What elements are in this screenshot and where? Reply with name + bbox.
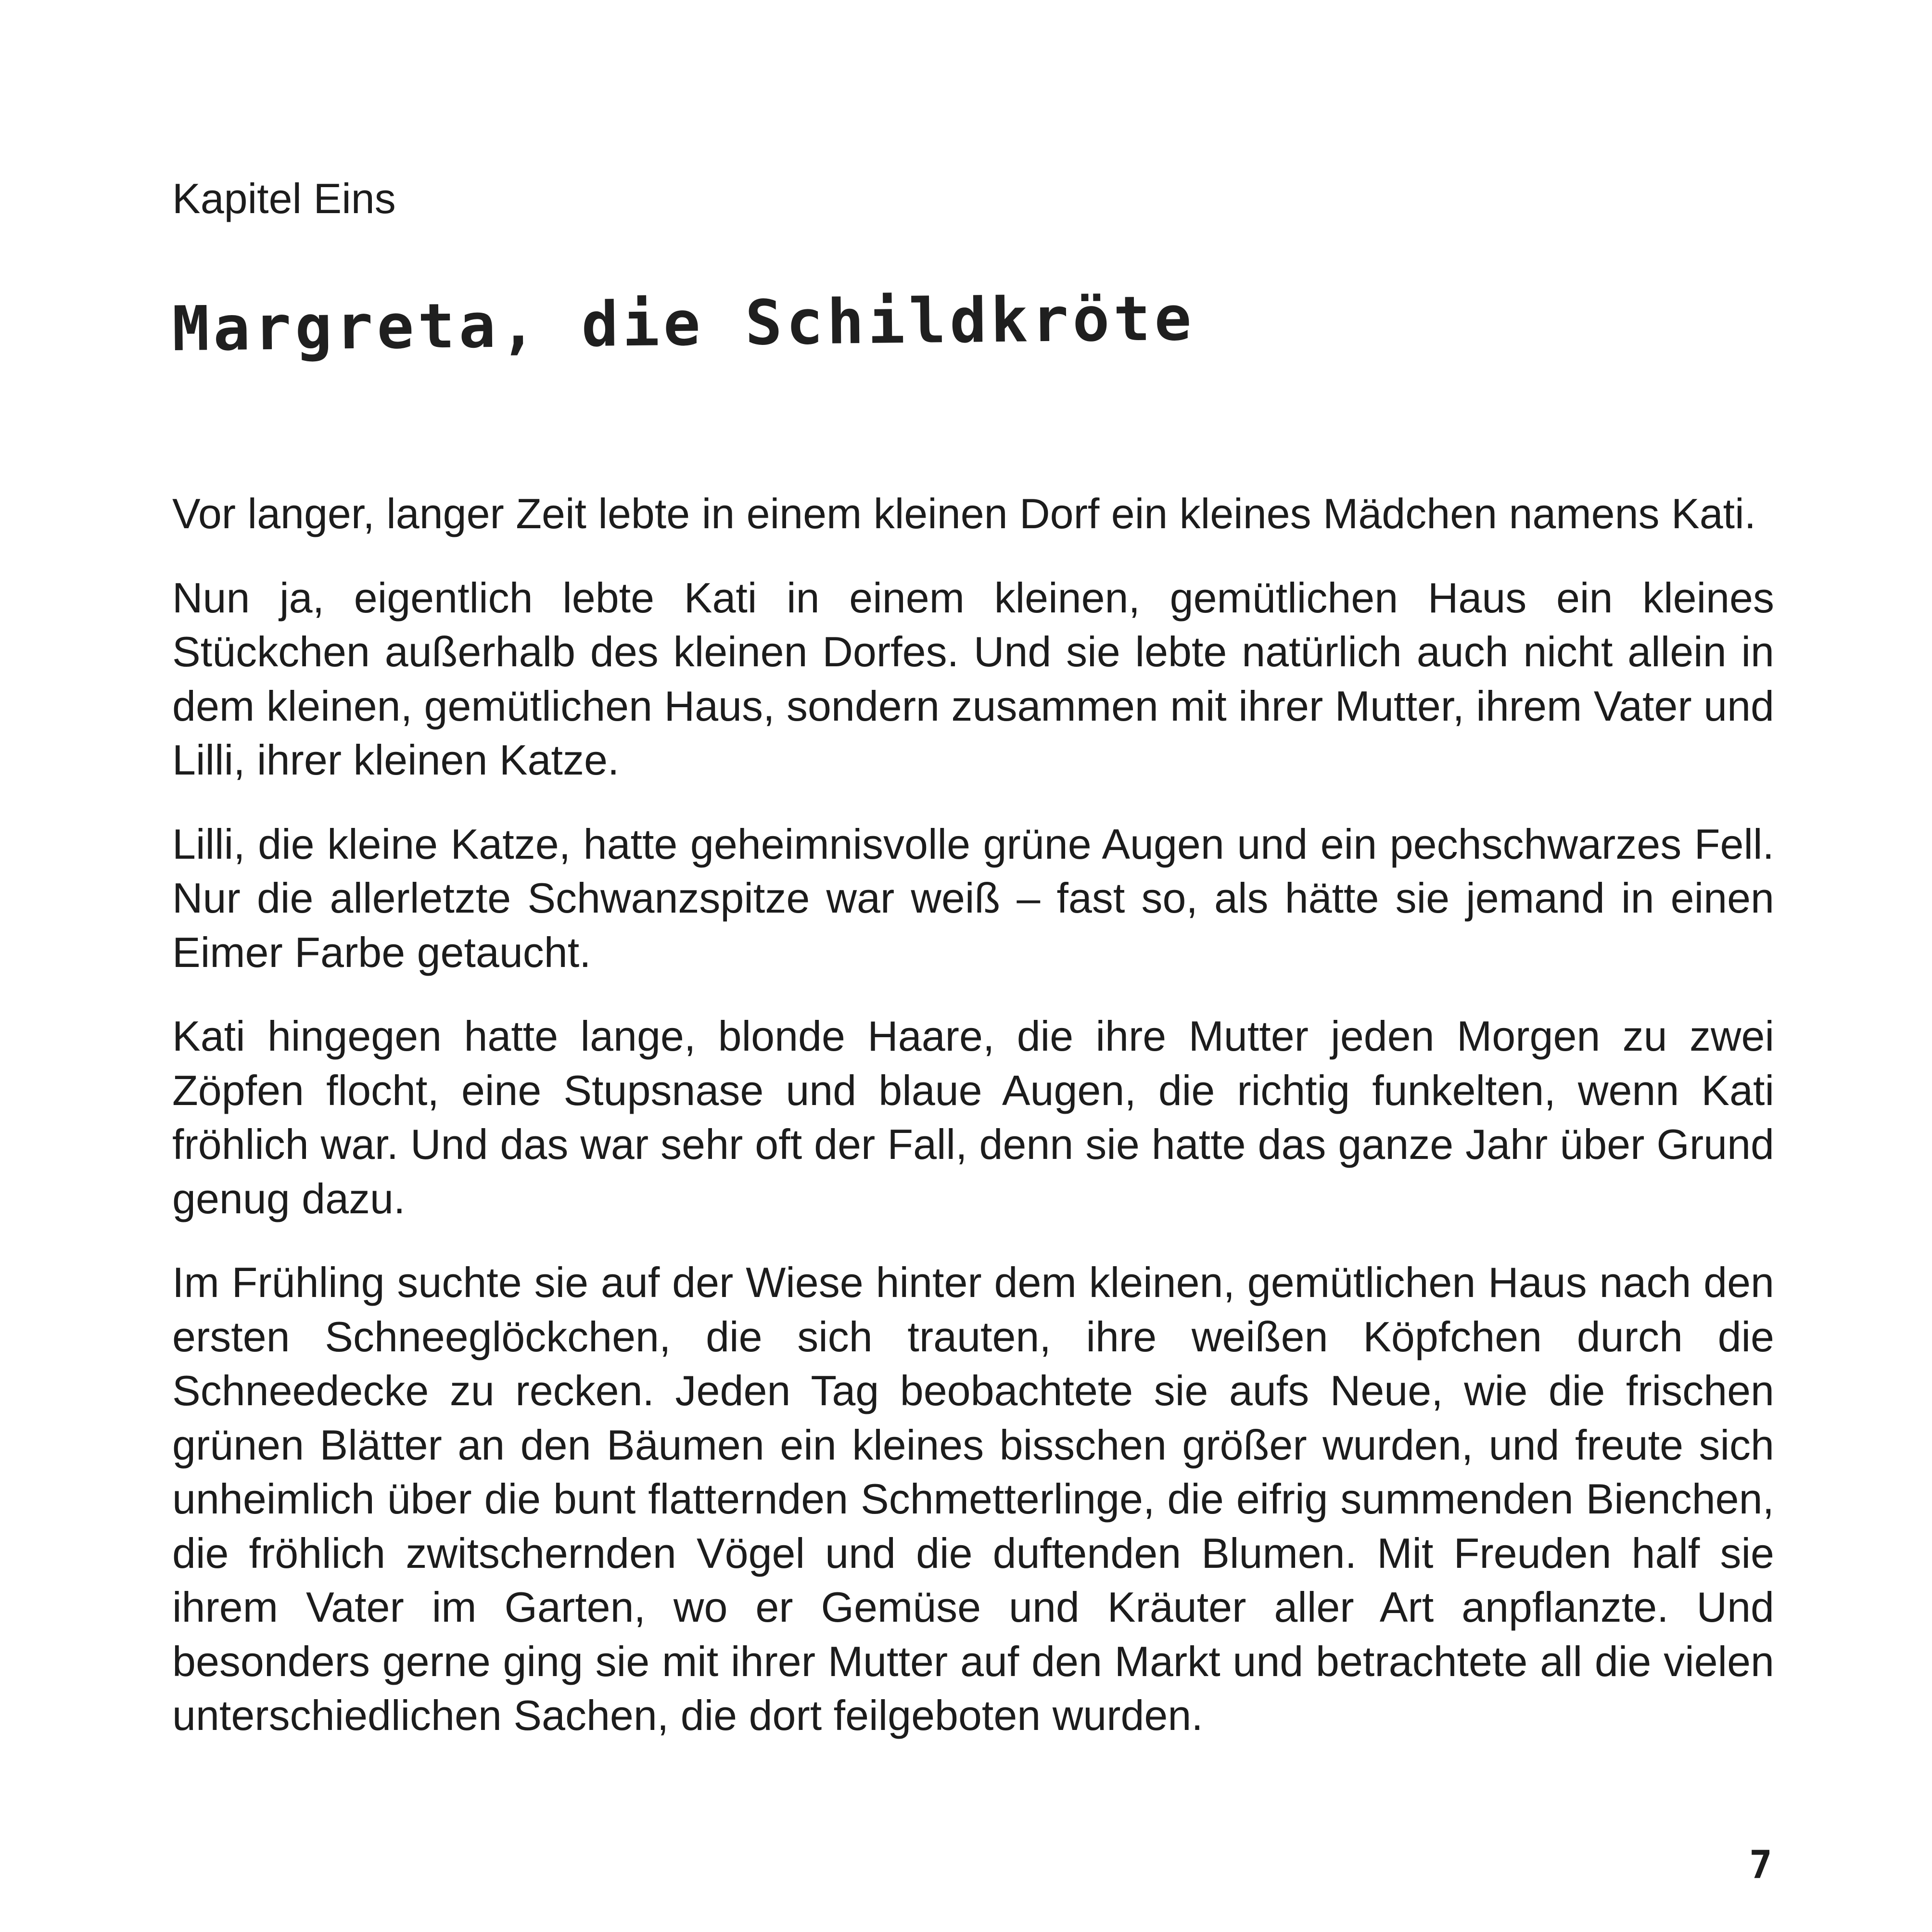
paragraph: Lilli, die kleine Katze, hatte geheimnisvolle grüne Augen und ein pechschwarzes Fell. Nur die allerletzte Schwanzspitze war weiß – fast so, als hätte sie jemand in einen Eimer Farbe getaucht. <box>172 820 1774 976</box>
story-text <box>172 487 1774 1743</box>
paragraph: Nun ja, eigentlich lebte Kati in einem kleinen, gemütlichen Haus ein kleines Stückchen außerhalb des kleinen Dorfes. Und sie lebte natürlich auch nicht allein in dem kleinen, gemütlichen Haus, sondern zusammen mit ihrer Mutter, ihrem Vater und Lilli, ihrer kleinen Katze. <box>172 573 1774 784</box>
paragraph: Kati hingegen hatte lange, blonde Haare, die ihre Mutter jeden Morgen zu zwei Zöpfen flocht, eine Stupsnase und blaue Augen, die richtig funkelten, wenn Kati fröhlich war. Und das war sehr oft der Fall, denn sie hatte das ganze Jahr über Grund genug dazu. <box>172 1012 1774 1222</box>
page-number: 7 <box>1749 1843 1772 1887</box>
paragraph: Im Frühling suchte sie auf der Wiese hinter dem kleinen, gemütlichen Haus nach den ersten Schneeglöckchen, die sich trauten, ihre weißen Köpfchen durch die Schneedecke zu recken. Jeden Tag beobachtete sie aufs Neue, wie die frischen grünen Blätter an den Bäumen ein kleines bisschen größer wurden, und freute sich unheimlich über die bunt flatternden Schmetterlinge, die eifrig summenden Bienchen, die fröhlich zwitschernden Vögel und die duftenden Blumen. Mit Freuden half sie ihrem Vater im Garten, wo er Gemüse und Kräuter aller Art anpflanzte. Und besonders gerne ging sie mit ihrer Mutter auf den Markt und betrachtete all die vielen unterschiedlichen Sachen, die dort feilgeboten wurden. <box>172 1258 1774 1739</box>
chapter-title: Margreta, die Schildkröte <box>172 282 1196 365</box>
chapter-label: Kapitel Eins <box>172 175 396 222</box>
paragraph: Vor langer, langer Zeit lebte in einem kleinen Dorf ein kleines Mädchen namens Kati. <box>172 490 1756 537</box>
